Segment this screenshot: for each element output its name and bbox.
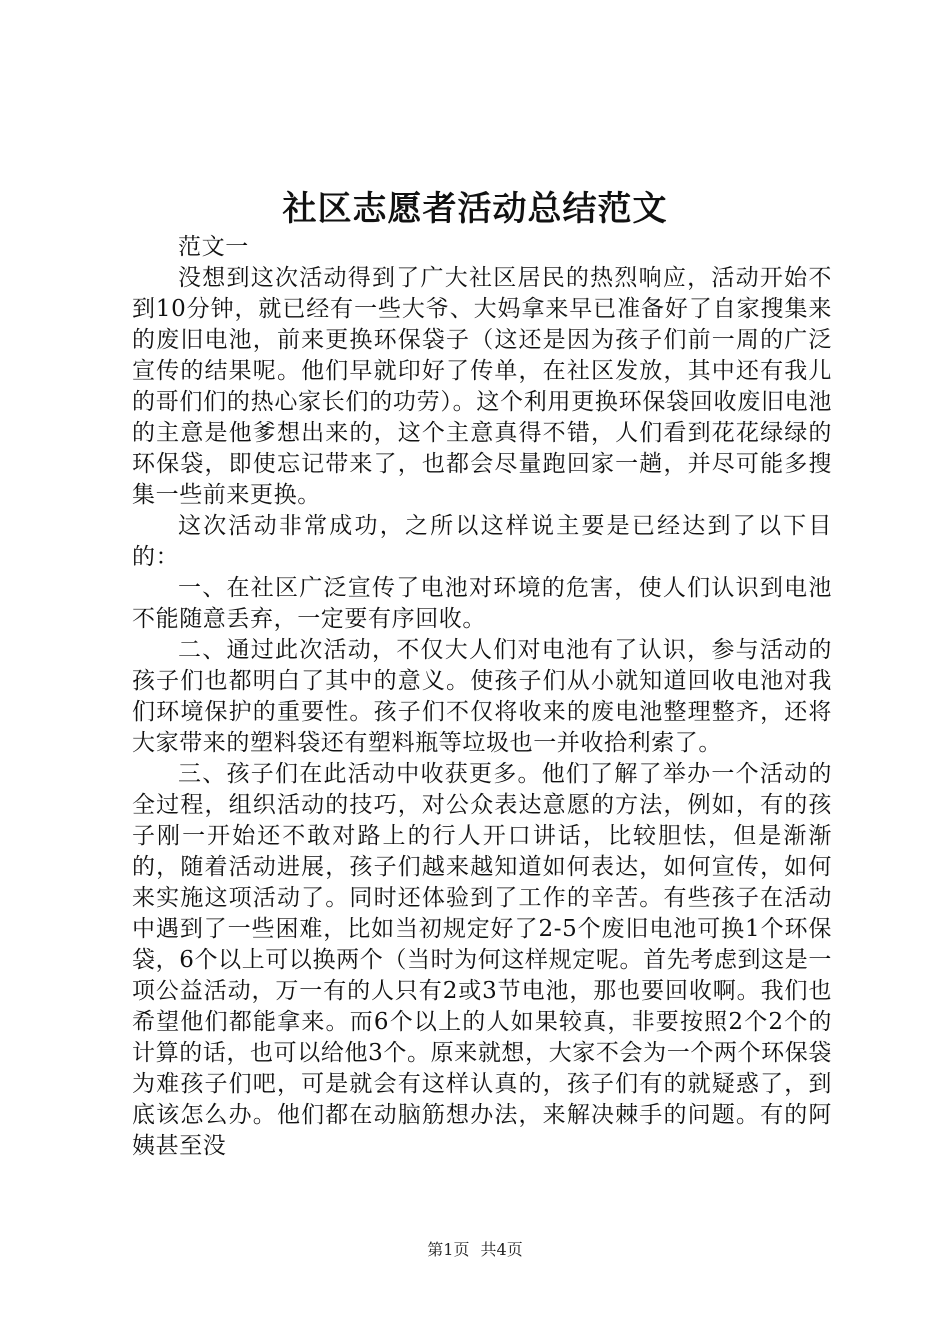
paragraph: 二、通过此次活动，不仅大人们对电池有了认识，参与活动的孩子们也都明白了其中的意义。使孩子们从小就知道回收电池对我们环境保护的重要性。孩子们不仅将收来的废电池整理整齐，还将大家带来的塑料袋还有塑料瓶等垃圾也一并收拾利索了。 — [132, 637, 832, 756]
paragraph: 这次活动非常成功，之所以这样说主要是已经达到了以下目的： — [132, 513, 832, 570]
paragraph-heading: 范文一 — [178, 234, 249, 260]
page-title: 社区志愿者活动总结范文 — [282, 189, 668, 229]
page-total: 共4页 — [480, 1240, 523, 1259]
page-footer — [0, 1239, 950, 1261]
paragraph: 一、在社区广泛宣传了电池对环境的危害，使人们认识到电池不能随意丢弃，一定要有序回收。 — [132, 575, 832, 632]
paragraph: 没想到这次活动得到了广大社区居民的热烈响应，活动开始不到10分钟，就已经有一些大爷、大妈拿来早已准备好了自家搜集来的废旧电池，前来更换环保袋子（这还是因为孩子们前一周的广泛宣传的结果呢。他们早就印好了传单，在社区发放，其中还有我儿的哥们们的热心家长们的功劳）。这个利用更换环保袋回收废旧电池的主意是他爹想出来的，这个主意真得不错，人们看到花花绿绿的环保袋，即使忘记带来了，也都会尽量跑回家一趟，并尽可能多搜集一些前来更换。 — [132, 265, 832, 508]
document-body — [132, 232, 832, 1162]
page-number: 第1页 — [427, 1240, 470, 1259]
paragraph: 三、孩子们在此活动中收获更多。他们了解了举办一个活动的全过程，组织活动的技巧，对公众表达意愿的方法，例如，有的孩子刚一开始还不敢对路上的行人开口讲话，比较胆怯，但是渐渐的，随着活动进展，孩子们越来越知道如何表达，如何宣传，如何来实施这项活动了。同时还体验到了工作的辛苦。有些孩子在活动中遇到了一些困难，比如当初规定好了2-5个废旧电池可换1个环保袋，6个以上可以换两个（当时为何这样规定呢。首先考虑到这是一项公益活动，万一有的人只有2或3节电池，那也要回收啊。我们也希望他们都能拿来。而6个以上的人如果较真，非要按照2个2个的计算的话，也可以给他3个。原来就想，大家不会为一个两个环保袋为难孩子们吧，可是就会有这样认真的，孩子们有的就疑惑了，到底该怎么办。他们都在动脑筋想办法，来解决棘手的问题。有的阿姨甚至没 — [132, 761, 832, 1159]
